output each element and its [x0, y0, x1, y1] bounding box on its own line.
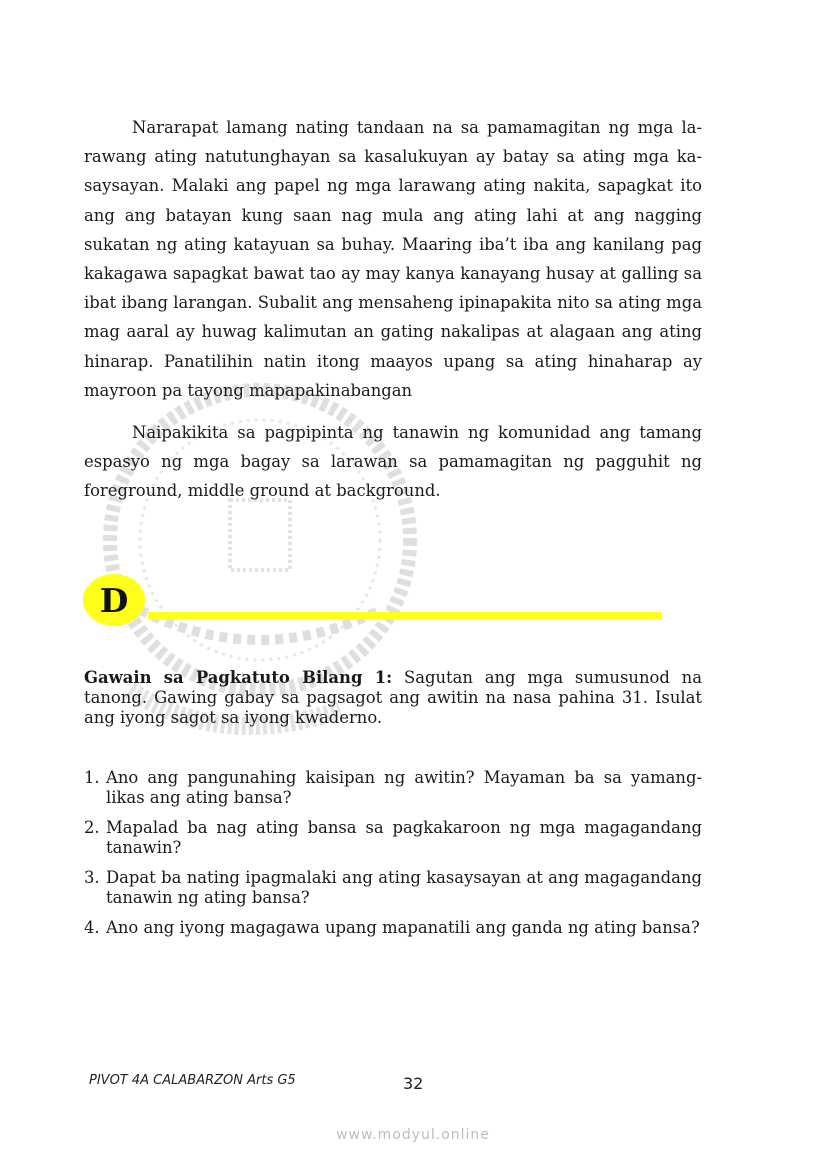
list-item [84, 918, 702, 938]
question-number: 1. [84, 768, 100, 787]
question-text: Ano ang pangunahing kaisipan ng awitin? Mayaman ba sa yamang-likas ang ating bansa? [106, 768, 702, 807]
question-list [84, 768, 702, 948]
list-item [84, 768, 702, 808]
list-item [84, 818, 702, 858]
question-number: 4. [84, 918, 100, 937]
question-number: 3. [84, 868, 100, 887]
question-text: Mapalad ba nag ating bansa sa pagkakaroon ng mga magagandang tanawin? [106, 818, 702, 857]
question-text: Ano ang iyong magagawa upang mapanatili ang ganda ng ating bansa? [106, 918, 700, 937]
question-number: 2. [84, 818, 100, 837]
list-item [84, 868, 702, 908]
section-d-rule [148, 612, 661, 619]
question-text: Dapat ba nating ipagmalaki ang ating kasaysayan at ang magagandang tanawin ng ating bansa? [106, 868, 702, 907]
activity-title: Gawain sa Pagkatuto Bilang 1: [84, 668, 393, 687]
section-d-badge: D [83, 574, 145, 626]
paragraph-history: Nararapat lamang nating tandaan na sa pamamagitan ng mga la-rawang ating natutunghayan sa kasalukuyan ay batay sa ating mga ka-saysayan. Malaki ang papel ng mga larawang ating nakita, sapagkat ito ang ang batayan kung saan nag mula ang ating lahi at ang nagging sukatan ng ating katayuan sa buhay. Maaring iba’t iba ang kanilang pag kakagawa sapagkat bawat tao ay may kanya kanayang husay at galling sa ibat ibang larangan. Subalit ang mensaheng ipinapakita nito sa ating mga mag aaral ay huwag kalimutan an gating nakalipas at alagaan ang ating hinarap. Panatilihin natin itong maayos upang sa ating hinaharap ay mayroon pa tayong mapapakinabangan [84, 118, 702, 400]
page-number: 32 [403, 1074, 424, 1093]
activity-instructions [84, 668, 702, 728]
footer-module-label: PIVOT 4A CALABARZON Arts G5 [89, 1073, 296, 1088]
paragraph-painting: Naipakikita sa pagpipinta ng tanawin ng komunidad ang tamang espasyo ng mga bagay sa larawan sa pamamagitan ng pagguhit ng foreground, middle ground at background. [84, 423, 702, 501]
website-watermark: www.modyul.online [336, 1127, 490, 1143]
activity-text: Sagutan ang mga sumusunod na tanong. Gawing gabay sa pagsagot ang awitin na nasa pahina 31. Isulat ang iyong sagot sa iyong kwaderno. [84, 668, 702, 727]
